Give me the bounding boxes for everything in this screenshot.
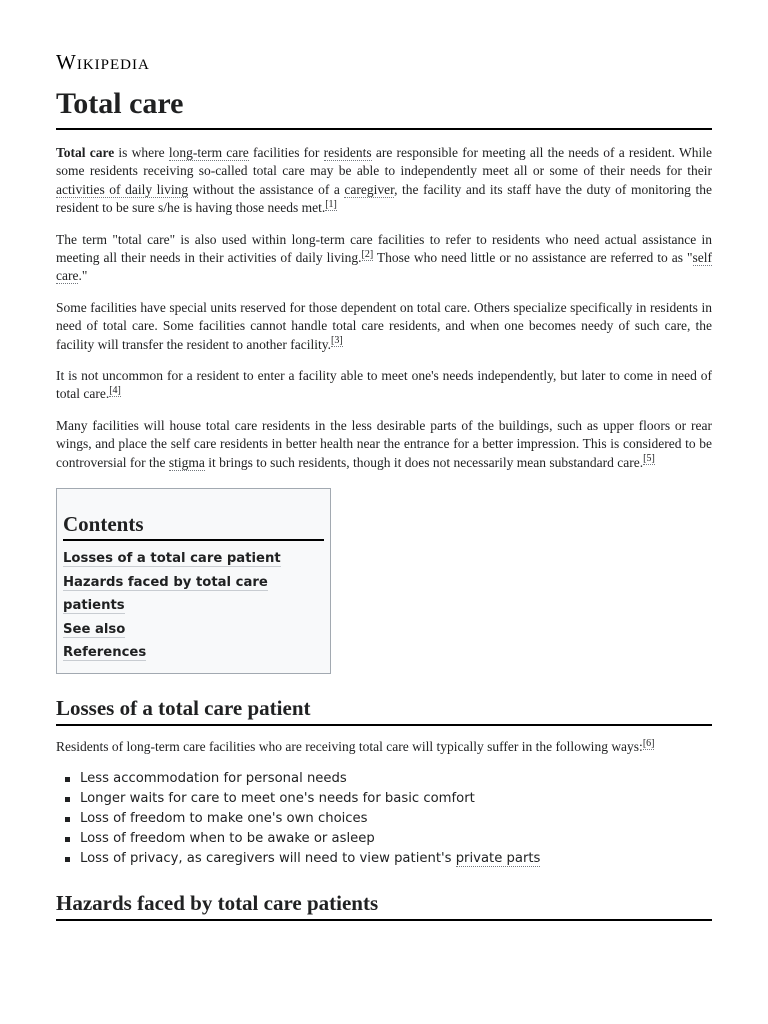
paragraph-3 (56, 299, 712, 354)
text: Many facilities will house total care residents in the less desirable parts of the buildings, such as upper floors or rear wings, and place the self care residents in better health near the entrance for a better impression. This is considered to be controversial for the (56, 417, 712, 470)
article-page (56, 48, 712, 933)
toc-item-hazards[interactable]: Hazards faced by total care patients (63, 574, 268, 614)
page-title: Total care (56, 86, 712, 130)
toc-item-see-also[interactable]: See also (63, 621, 126, 637)
toc-item-losses[interactable]: Losses of a total care patient (63, 551, 281, 567)
list-item: Longer waits for care to meet one's needs for basic comfort (80, 789, 712, 809)
text: , the facility and its staff have the duty of monitoring the resident to be sure s/he is having those needs met. (56, 181, 712, 216)
text: Some facilities have special units reserved for those dependent on total care. Others specialize specifically in residents in need of total care. Some facilities cannot handle total care residents, and when one becomes needy of such care, the facility will transfer the resident to another facility. (56, 299, 712, 352)
text: is where (114, 145, 169, 160)
section-heading-losses: Losses of a total care patient (56, 694, 712, 726)
citation-ref[interactable]: [2] (361, 248, 374, 260)
list-item: Less accommodation for personal needs (80, 769, 712, 789)
citation-ref[interactable]: [6] (642, 737, 655, 749)
citation-ref[interactable]: [5] (643, 453, 655, 465)
citation-ref[interactable]: [4] (109, 384, 121, 396)
text: are responsible for meeting all the needs of a resident. While some residents receiving so-called total care may be able to independently meet all or some of their needs for their (56, 145, 712, 179)
paragraph-1 (56, 144, 712, 218)
text: The term "total care" is also used within long-term care facilities to refer to residents who need actual assistance in meeting all their needs in their activities of daily living. (56, 231, 712, 266)
text: ." (78, 268, 88, 284)
link-activities-of-daily-living[interactable]: activities of daily living (56, 181, 189, 197)
paragraph-2 (56, 231, 712, 286)
text: facilities for (248, 145, 324, 160)
link-self-care[interactable]: self care (56, 250, 712, 284)
text: Loss of privacy, as caregivers will need to view patient's (80, 851, 456, 867)
link-private-parts[interactable]: private parts (455, 851, 541, 867)
list-item (80, 849, 712, 869)
section-intro (56, 738, 712, 756)
wikipedia-wordmark[interactable]: Wikipedia (56, 50, 150, 74)
toc-item-references[interactable]: References (63, 645, 147, 661)
list-item: Loss of freedom when to be awake or asleep (80, 829, 712, 849)
bold-term: Total care (56, 145, 115, 160)
link-residents[interactable]: residents (323, 145, 372, 160)
text: without the assistance of a (188, 181, 345, 197)
link-caregiver[interactable]: caregiver (344, 181, 395, 197)
text: it brings to such residents, though it does not necessarily mean substandard care. (204, 454, 644, 470)
toc-heading: Contents (63, 511, 324, 541)
text: It is not uncommon for a resident to enter a facility able to meet one's needs independently, but later to come in need of total care. (56, 368, 712, 402)
paragraph-5 (56, 417, 712, 472)
section-heading-hazards: Hazards faced by total care patients (56, 889, 712, 921)
list-item: Loss of freedom to make one's own choices (80, 809, 712, 829)
link-long-term-care[interactable]: long-term care (168, 145, 249, 160)
paragraph-4 (56, 367, 712, 404)
table-of-contents (56, 488, 331, 674)
citation-ref[interactable]: [3] (331, 335, 343, 347)
citation-ref[interactable]: [1] (325, 198, 337, 210)
link-stigma[interactable]: stigma (168, 454, 205, 470)
text: Those who need little or no assistance are referred to as " (373, 250, 693, 266)
text: Residents of long-term care facilities who are receiving total care will typically suffer in the following ways: (56, 739, 643, 755)
losses-list (56, 769, 712, 869)
